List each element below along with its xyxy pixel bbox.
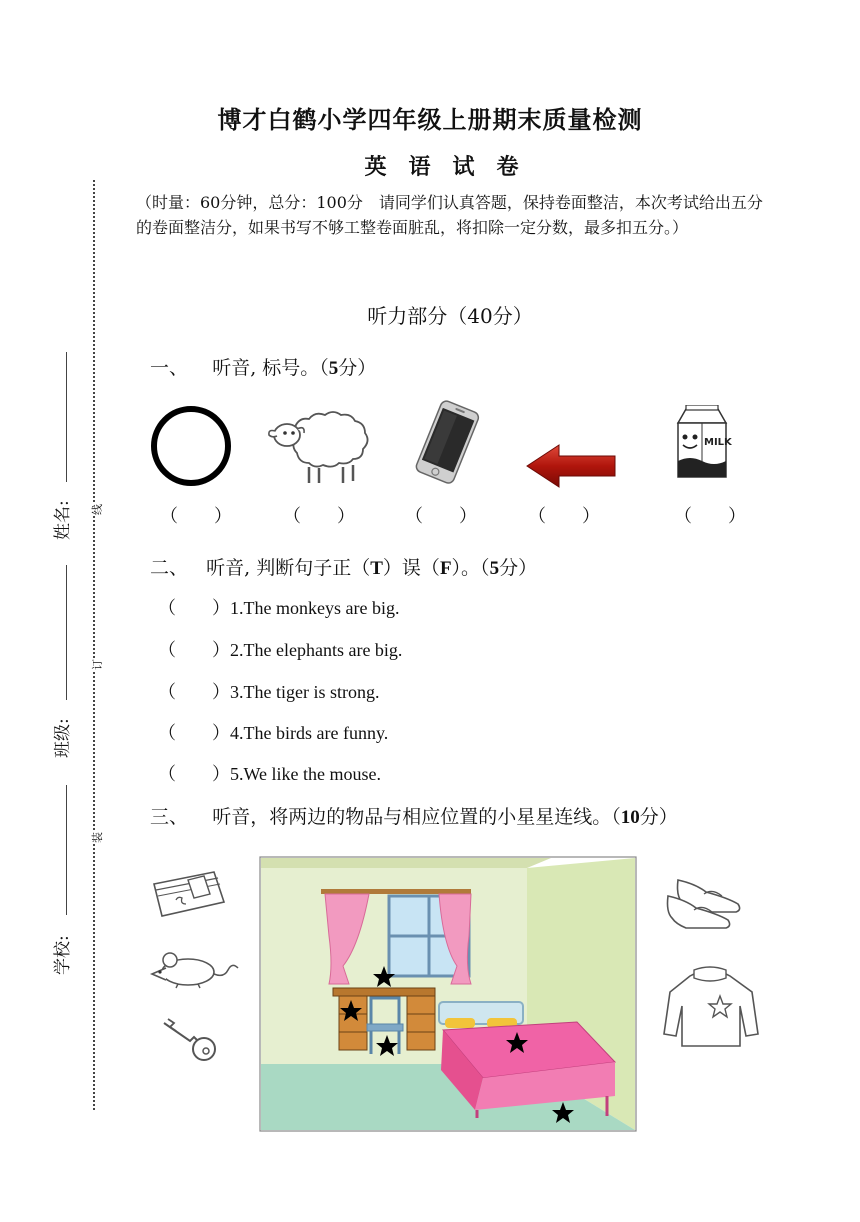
list-item [158,678,402,719]
class-label: 班级: [53,718,73,758]
part2-instruction-a: 听音, 判断句子正（ [206,557,371,579]
part2-instruction-c: ）。（ [451,557,490,579]
zhuang-char: 装 [91,832,104,843]
part1-score-tail: 分） [338,357,377,379]
sweater-icon [660,966,760,1050]
part2-score-tail: 分） [499,557,538,579]
part1-blank-3[interactable]: （ ） [405,506,477,527]
bedroom-picture [259,856,637,1132]
part1-number: 一、 [150,357,189,379]
part2-f: F [439,558,452,579]
part2-blank[interactable]: （ ） [158,723,230,744]
school-label: 学校: [53,935,73,975]
part2-sentence: 1.The monkeys are big. [230,598,400,618]
part1-score: 5 [328,358,339,379]
exam-instructions: （时量：60分钟，总分：100分 请同学们认真答题，保持卷面整洁，本次考试给出五分的卷面整洁分，如果书写不够工整卷面脏乱，将扣除一定分数，最多扣五分。） [136,193,763,237]
part2-blank[interactable]: （ ） [158,598,230,619]
key-icon [160,1015,220,1065]
part2-instruction-b: ）误（ [382,557,440,579]
list-item [158,636,402,678]
part2-sentence: 5.We like the mouse. [230,764,382,784]
ding-char: 订 [91,659,104,670]
part3-number: 三、 [150,806,189,828]
circle-icon [148,403,234,489]
school-underline [66,785,67,915]
section-title: 听力部分（40分） [367,304,533,328]
part2-heading [150,553,537,580]
mouse-icon [148,946,240,990]
shoes-icon [664,874,750,938]
left-arrow-icon [525,443,617,489]
part2-list [158,594,402,801]
part1-instruction: 听音, 标号。（ [212,357,329,379]
part1-blank-5[interactable]: （ ） [674,506,746,527]
part2-sentence: 4.The birds are funny. [230,723,389,743]
part2-t: T [370,558,383,579]
exam-subtitle: 英语试卷 [364,155,541,180]
part1-blank-1[interactable]: （ ） [160,506,232,527]
part1-heading [150,353,376,380]
part3-heading [150,802,678,829]
part2-blank[interactable]: （ ） [158,640,230,661]
part1-blank-4[interactable]: （ ） [528,506,600,527]
milk-label: MILK [704,437,732,448]
part2-blank[interactable]: （ ） [158,682,230,703]
list-item [158,719,402,760]
part3-score: 10 [620,807,640,828]
part3-instruction: 听音，将两边的物品与相应位置的小星星连线。（ [212,806,621,828]
wallet-icon [148,866,230,920]
exam-title: 博才白鹤小学四年级上册期末质量检测 [217,106,643,134]
part1-blank-2[interactable]: （ ） [283,506,355,527]
part2-score: 5 [489,558,500,579]
part2-number: 二、 [150,557,189,579]
sheep-icon [265,405,377,487]
milk-carton-icon [672,405,732,481]
part2-sentence: 3.The tiger is strong. [230,682,380,702]
list-item [158,594,402,636]
part2-blank[interactable]: （ ） [158,764,230,785]
part2-sentence: 2.The elephants are big. [230,640,403,660]
name-label: 姓名: [53,500,73,540]
class-underline [66,565,67,700]
part3-score-tail: 分） [639,806,678,828]
phone-icon [405,400,489,486]
line-char: 线 [91,504,104,515]
name-underline [66,352,67,482]
list-item [158,760,402,801]
